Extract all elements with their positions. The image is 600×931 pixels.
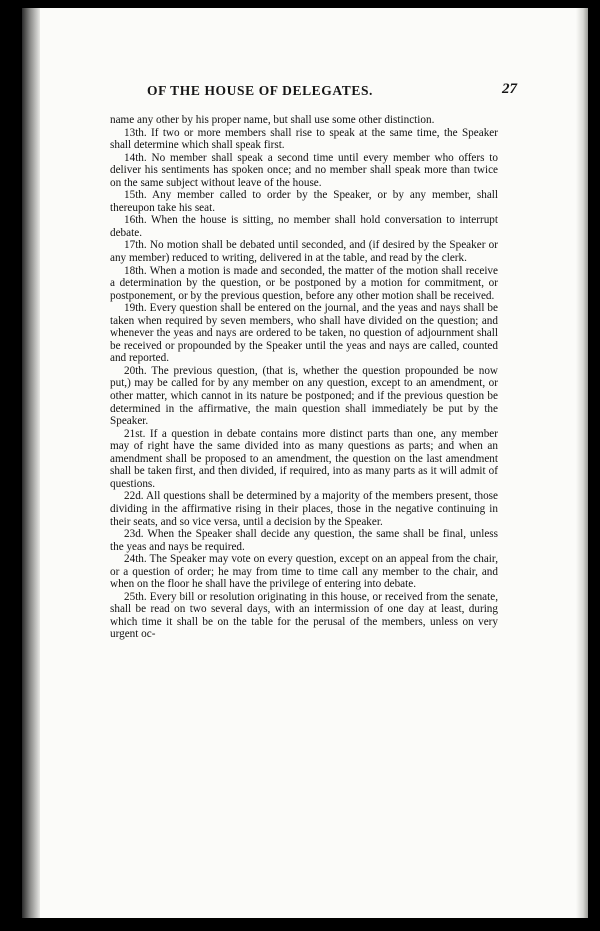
continuation-paragraph: name any other by his proper name, but shall use some other distinction.	[110, 114, 435, 126]
binding-gutter-shadow	[22, 8, 40, 918]
rules-text-block	[110, 114, 498, 641]
rule-19th: 19th. Every question shall be entered on the journal, and the yeas and nays shall be taken when required by seven members, who shall have divided on the question; and whenever the yeas and nays are ordered to be taken, no question of adjournment shall be received or propounded by the Speaker until the yeas and nays are called, counted and reported.	[110, 302, 498, 365]
rule-21st: 21st. If a question in debate contains more distinct parts than one, any member may of right have the same divided into as many questions as parts; and when an amendment shall be proposed to an amendment, the question on the last amendment shall be taken first, and then divided, if required, into as many parts as it will admit of questions.	[110, 427, 498, 490]
rule-14th: 14th. No member shall speak a second time until every member who offers to deliver his sentiments has spoken once; and no member shall speak more than twice on the same subject without leave of the house.	[110, 151, 498, 189]
book-page	[22, 8, 588, 918]
rule-25th: 25th. Every bill or resolution originating in this house, or received from the senate, shall be read on two several days, with an intermission of one day at least, during which time it shall be on the table for the perusal of the members, unless on very urgent oc-	[110, 590, 498, 641]
rule-15th: 15th. Any member called to order by the Speaker, or by any member, shall thereupon take his seat.	[110, 189, 498, 214]
page-number: 27	[502, 81, 517, 97]
rule-18th: 18th. When a motion is made and seconded, the matter of the motion shall receive a determination by the question, or be postponed by a motion for commitment, or postponement, or by the previous question, before any other motion shall be received.	[110, 264, 498, 302]
rule-22d: 22d. All questions shall be determined by a majority of the members present, those dividing in the affirmative rising in their places, those in the negative continuing in their seats, and so vice versa, until a decision by the Speaker.	[110, 490, 498, 528]
rule-16th: 16th. When the house is sitting, no member shall hold conversation to interrupt debate.	[110, 214, 498, 239]
page-edge-shadow	[576, 8, 588, 918]
rule-17th: 17th. No motion shall be debated until seconded, and (if desired by the Speaker or any member) reduced to writing, delivered in at the table, and read by the clerk.	[110, 239, 498, 265]
rule-23d: 23d. When the Speaker shall decide any question, the same shall be final, unless the yeas and nays be required.	[110, 528, 498, 553]
rule-24th: 24th. The Speaker may vote on every question, except on an appeal from the chair, or a question of order; he may from time to time call any member to the chair, and when on the floor he shall have the privilege of entering into debate.	[110, 553, 498, 591]
running-head: OF THE HOUSE OF DELEGATES.	[147, 83, 374, 98]
rule-13th: 13th. If two or more members shall rise to speak at the same time, the Speaker shall determine which shall speak first.	[110, 126, 498, 152]
rule-20th: 20th. The previous question, (that is, whether the question propounded be now put,) may be called for by any member on any question, except to an amendment, or other matter, which cannot in its nature be postponed; and if the previous question be determined in the affirmative, the main question shall immediately be put by the Speaker.	[110, 364, 498, 428]
